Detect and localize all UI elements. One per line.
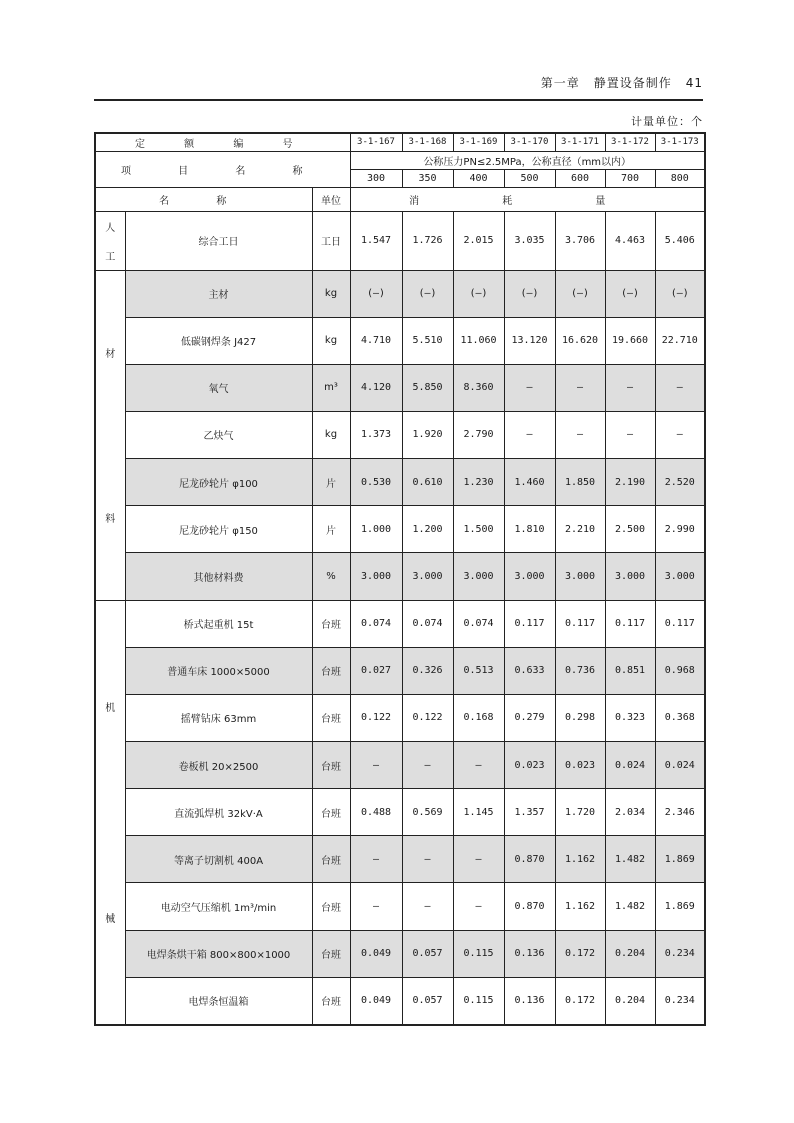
unit-cell: 片 [312,459,350,506]
item-name-cell: 电动空气压缩机 1m³/min [125,883,312,930]
unit-cell: kg [312,411,350,458]
value-cell: 1.850 [555,459,605,506]
value-cell: 1.162 [555,883,605,930]
quota-table [94,132,706,1026]
table-row [95,883,705,930]
table-row [95,789,705,836]
value-cell: 0.074 [402,600,453,647]
unit-cell: 工日 [312,211,350,270]
item-name-cell: 电焊条恒温箱 [125,977,312,1024]
item-name-cell: 尼龙砂轮片 φ100 [125,459,312,506]
table-row [95,270,705,317]
unit-cell: 台班 [312,977,350,1024]
value-cell: 0.117 [504,600,555,647]
value-cell: — [504,364,555,411]
item-name-cell: 尼龙砂轮片 φ150 [125,506,312,553]
value-cell: 0.633 [504,647,555,694]
value-cell: 2.346 [655,789,705,836]
item-name-cell: 其他材料费 [125,553,312,600]
value-cell: 0.122 [402,694,453,741]
unit-cell: 台班 [312,694,350,741]
category-char: 料 [105,513,116,525]
value-cell: — [655,411,705,458]
value-cell: 2.210 [555,506,605,553]
table-row [95,317,705,364]
value-cell: 2.990 [655,506,705,553]
quota-code-label: 定 额 编 号 [95,133,350,151]
value-cell: 1.460 [504,459,555,506]
value-cell: 0.610 [402,459,453,506]
value-cell: 0.115 [453,977,504,1024]
column-header-row [95,187,705,211]
value-cell: 0.870 [504,836,555,883]
table-row [95,506,705,553]
value-cell: 1.500 [453,506,504,553]
value-cell: — [605,364,655,411]
item-name-cell: 卷板机 20×2500 [125,741,312,788]
value-cell: 0.027 [350,647,402,694]
unit-cell: 台班 [312,741,350,788]
table-row [95,211,705,270]
table-row [95,694,705,741]
value-cell: 0.279 [504,694,555,741]
value-cell: (—) [402,270,453,317]
unit-cell: 台班 [312,789,350,836]
category-char: 械 [105,914,116,926]
value-cell: 0.488 [350,789,402,836]
value-cell: 0.074 [453,600,504,647]
section-title: 静置设备制作 [593,76,672,90]
value-cell: 1.000 [350,506,402,553]
diameter-cell: 600 [555,169,605,187]
value-cell: 3.000 [655,553,705,600]
value-cell: 0.117 [555,600,605,647]
table-row [95,647,705,694]
value-cell: 0.023 [504,741,555,788]
spec-label: 公称压力PN≤2.5MPa，公称直径（mm以内） [350,151,705,169]
value-cell: 0.736 [555,647,605,694]
table-row [95,600,705,647]
value-cell: 19.660 [605,317,655,364]
unit-cell: 片 [312,506,350,553]
item-name-cell: 电焊条烘干箱 800×800×1000 [125,930,312,977]
value-cell: 1.810 [504,506,555,553]
category-char: 人 [105,222,116,234]
value-cell: 1.869 [655,883,705,930]
value-cell: 0.049 [350,977,402,1024]
item-name-cell: 普通车床 1000×5000 [125,647,312,694]
value-cell: (—) [605,270,655,317]
item-name-label: 项 目 名 称 [95,151,350,187]
value-cell: 0.298 [555,694,605,741]
value-cell: 3.000 [555,553,605,600]
value-cell: — [402,883,453,930]
value-cell: 4.710 [350,317,402,364]
quota-code: 3-1-170 [504,133,555,151]
value-cell: 5.510 [402,317,453,364]
value-cell: — [605,411,655,458]
item-name-cell: 低碳钢焊条 J427 [125,317,312,364]
value-cell: 0.057 [402,930,453,977]
value-cell: 1.482 [605,883,655,930]
value-cell: 0.117 [655,600,705,647]
value-cell: 0.057 [402,977,453,1024]
value-cell: 1.920 [402,411,453,458]
chapter-label: 第一章 [540,76,580,90]
quota-code-row [95,133,705,151]
quota-code: 3-1-171 [555,133,605,151]
item-name-cell: 摇臂钻床 63mm [125,694,312,741]
value-cell: 3.000 [504,553,555,600]
unit-cell: 台班 [312,930,350,977]
value-cell: — [453,883,504,930]
value-cell: 0.323 [605,694,655,741]
value-cell: 4.120 [350,364,402,411]
value-cell: — [453,836,504,883]
table-row [95,364,705,411]
value-cell: 0.530 [350,459,402,506]
value-cell: 2.015 [453,211,504,270]
table-row [95,741,705,788]
value-cell: — [555,411,605,458]
quota-code: 3-1-168 [402,133,453,151]
value-cell: (—) [504,270,555,317]
page-header [94,74,703,91]
unit-cell: 台班 [312,647,350,694]
value-cell: 0.172 [555,930,605,977]
category-cell [95,270,125,600]
value-cell: 1.373 [350,411,402,458]
value-cell: 0.074 [350,600,402,647]
value-cell: 5.406 [655,211,705,270]
value-cell: 2.190 [605,459,655,506]
value-cell: 0.168 [453,694,504,741]
page-number: 41 [685,76,703,90]
value-cell: (—) [350,270,402,317]
table-row [95,459,705,506]
value-cell: 0.023 [555,741,605,788]
value-cell: — [350,883,402,930]
item-name-cell: 桥式起重机 15t [125,600,312,647]
unit-cell: 台班 [312,883,350,930]
value-cell: 0.234 [655,930,705,977]
table-row [95,553,705,600]
value-cell: 0.968 [655,647,705,694]
value-cell: 3.000 [605,553,655,600]
value-cell: 1.162 [555,836,605,883]
value-cell: 4.463 [605,211,655,270]
item-name-cell: 乙炔气 [125,411,312,458]
value-cell: (—) [655,270,705,317]
table-row [95,836,705,883]
value-cell: 3.000 [350,553,402,600]
unit-cell: m³ [312,364,350,411]
value-cell: 0.136 [504,977,555,1024]
unit-cell: kg [312,270,350,317]
table-row [95,930,705,977]
quota-code: 3-1-169 [453,133,504,151]
value-cell: 2.500 [605,506,655,553]
value-cell: 1.200 [402,506,453,553]
category-char: 材 [105,349,116,361]
col-name-header: 名 称 [95,187,312,211]
value-cell: 0.368 [655,694,705,741]
value-cell: 3.000 [402,553,453,600]
value-cell: 0.115 [453,930,504,977]
value-cell: 1.145 [453,789,504,836]
value-cell: (—) [555,270,605,317]
value-cell: 16.620 [555,317,605,364]
diameter-cell: 500 [504,169,555,187]
value-cell: (—) [453,270,504,317]
value-cell: 1.482 [605,836,655,883]
category-char: 工 [105,251,116,263]
item-name-cell: 主材 [125,270,312,317]
item-name-cell: 综合工日 [125,211,312,270]
value-cell: — [655,364,705,411]
unit-cell: kg [312,317,350,364]
header-rule [94,99,703,101]
value-cell: 0.234 [655,977,705,1024]
value-cell: 1.230 [453,459,504,506]
value-cell: 0.851 [605,647,655,694]
col-consume-header: 消 耗 量 [350,187,705,211]
value-cell: — [504,411,555,458]
quota-code: 3-1-173 [655,133,705,151]
diameter-cell: 300 [350,169,402,187]
value-cell: 0.122 [350,694,402,741]
value-cell: 0.204 [605,977,655,1024]
value-cell: 13.120 [504,317,555,364]
diameter-cell: 700 [605,169,655,187]
value-cell: 1.726 [402,211,453,270]
diameter-cell: 400 [453,169,504,187]
value-cell: 1.547 [350,211,402,270]
item-name-cell: 氧气 [125,364,312,411]
value-cell: 22.710 [655,317,705,364]
unit-cell: 台班 [312,836,350,883]
value-cell: — [402,836,453,883]
quota-code: 3-1-172 [605,133,655,151]
unit-note: 计量单位：个 [631,115,703,128]
category-cell [95,211,125,270]
value-cell: 0.172 [555,977,605,1024]
value-cell: 3.035 [504,211,555,270]
value-cell: — [453,741,504,788]
value-cell: 5.850 [402,364,453,411]
value-cell: 0.513 [453,647,504,694]
value-cell: 1.720 [555,789,605,836]
value-cell: 3.706 [555,211,605,270]
category-char: 机 [105,702,116,714]
value-cell: 2.034 [605,789,655,836]
item-name-cell: 等离子切割机 400A [125,836,312,883]
value-cell: 0.024 [605,741,655,788]
diameter-cell: 800 [655,169,705,187]
value-cell: — [350,836,402,883]
unit-cell: % [312,553,350,600]
value-cell: 11.060 [453,317,504,364]
quota-code: 3-1-167 [350,133,402,151]
value-cell: 1.869 [655,836,705,883]
value-cell: 0.204 [605,930,655,977]
diameter-cell: 350 [402,169,453,187]
value-cell: 8.360 [453,364,504,411]
value-cell: 2.520 [655,459,705,506]
value-cell: 0.049 [350,930,402,977]
value-cell: 2.790 [453,411,504,458]
col-unit-header: 单位 [312,187,350,211]
unit-cell: 台班 [312,600,350,647]
item-name-cell: 直流弧焊机 32kV·A [125,789,312,836]
value-cell: 1.357 [504,789,555,836]
value-cell: — [402,741,453,788]
value-cell: 3.000 [453,553,504,600]
table-row [95,411,705,458]
category-cell [95,600,125,1025]
value-cell: 0.569 [402,789,453,836]
value-cell: — [350,741,402,788]
table-row [95,977,705,1024]
spec-row [95,151,705,169]
value-cell: 0.117 [605,600,655,647]
value-cell: — [555,364,605,411]
value-cell: 0.870 [504,883,555,930]
value-cell: 0.136 [504,930,555,977]
value-cell: 0.024 [655,741,705,788]
value-cell: 0.326 [402,647,453,694]
